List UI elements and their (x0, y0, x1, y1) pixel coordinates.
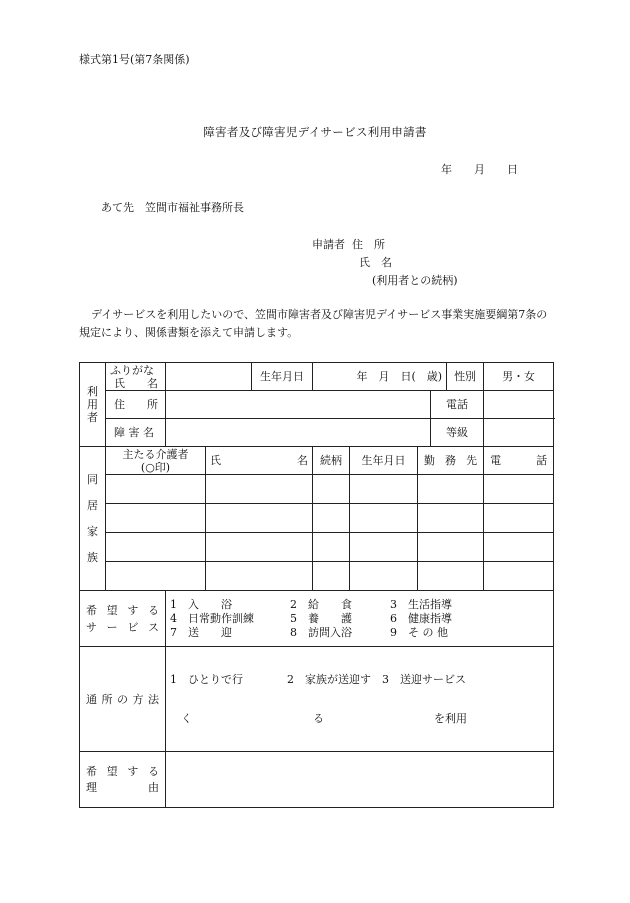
applicant-name-label: 氏 名 (359, 256, 392, 269)
family-phone-cell[interactable] (484, 562, 554, 591)
user-address-label: 住 所 (106, 391, 166, 419)
family-caregiver-cell[interactable] (106, 533, 206, 562)
user-row-disability (80, 419, 554, 447)
family-phone-char: 電 (490, 454, 502, 467)
form-number: 様式第1号(第7条関係) (79, 53, 190, 66)
family-relation-cell[interactable] (313, 504, 350, 533)
family-row (80, 504, 554, 533)
user-phone-label: 電話 (431, 391, 484, 419)
reason-label (80, 752, 166, 808)
service-option[interactable]: 8 訪問入浴 (290, 625, 352, 639)
caregiver-mark-label: (○印) (140, 460, 171, 474)
reason-field[interactable] (166, 752, 554, 808)
family-relation-cell[interactable] (313, 562, 350, 591)
caregiver-header (106, 447, 206, 475)
service-option[interactable]: 9 そ の 他 (390, 625, 448, 639)
family-name-header (206, 447, 313, 475)
family-phone-cell[interactable] (484, 504, 554, 533)
user-row-name (80, 363, 554, 391)
transport-line: 1 ひとりで行 2 家族が送迎す 3 送迎サービス (170, 673, 466, 686)
date-day: 日 (507, 163, 518, 176)
user-grade-label: 等級 (431, 419, 484, 447)
family-section-char: 族 (87, 550, 98, 564)
family-work-char: 勤 (424, 454, 435, 467)
family-section-label (80, 447, 106, 591)
service-option[interactable]: 3 生活指導 (390, 597, 452, 611)
user-section-char: 利 (87, 385, 98, 398)
family-relation-header: 続柄 (313, 447, 350, 475)
family-work-char: 務 (445, 454, 457, 467)
service-label-line: サ ー ビ ス (86, 620, 159, 634)
date-line (441, 161, 540, 177)
family-relation-cell[interactable] (313, 533, 350, 562)
user-section-char: 者 (87, 411, 98, 424)
family-name-char: 名 (297, 454, 308, 467)
family-caregiver-cell[interactable] (106, 475, 206, 504)
reason-label-char: 理 (86, 780, 97, 794)
applicant-label: 申請者 (312, 238, 345, 251)
family-phone-header (484, 447, 554, 475)
family-caregiver-cell[interactable] (106, 504, 206, 533)
family-phone-char: 話 (536, 454, 548, 467)
name-label: 氏 名 (114, 376, 158, 390)
transport-options[interactable] (166, 647, 554, 752)
family-birth-header: 生年月日 (350, 447, 418, 475)
application-form-table (79, 362, 554, 808)
transport-row (80, 647, 554, 752)
user-phone-field[interactable] (484, 391, 554, 419)
transport-label-text: 通所の方法 (86, 692, 159, 706)
family-relation-cell[interactable] (313, 475, 350, 504)
family-section-char: 同 (87, 472, 98, 486)
family-birth-cell[interactable] (350, 533, 418, 562)
user-birth-field[interactable]: 年 月 日( 歳) (313, 363, 447, 391)
family-work-header (418, 447, 484, 475)
user-section-label (80, 363, 106, 447)
family-row (80, 533, 554, 562)
applicant-block (312, 236, 458, 290)
family-name-cell[interactable] (206, 533, 313, 562)
user-row-address (80, 391, 554, 419)
family-name-char: 氏 (210, 454, 221, 467)
user-address-field[interactable] (166, 391, 431, 419)
family-birth-cell[interactable] (350, 504, 418, 533)
service-option[interactable]: 7 送 迎 (170, 625, 232, 639)
caregiver-label: 主たる介護者 (122, 447, 189, 461)
service-label (80, 591, 166, 647)
user-disability-field[interactable] (166, 419, 431, 447)
family-work-char: 先 (466, 454, 478, 467)
transport-label (80, 647, 166, 752)
service-option[interactable]: 4 日常動作訓練 (170, 611, 254, 625)
service-option[interactable]: 1 入 浴 (170, 597, 232, 611)
user-disability-label: 障 害 名 (106, 419, 166, 447)
furigana-name-label (106, 363, 166, 391)
addressee: あて先 笠間市福祉事務所長 (101, 201, 244, 214)
date-year: 年 (441, 163, 452, 176)
user-section-char: 用 (87, 398, 98, 411)
family-row (80, 562, 554, 591)
date-month: 月 (474, 163, 485, 176)
family-work-cell[interactable] (418, 475, 484, 504)
document-title: 障害者及び障害児デイサービス利用申請書 (203, 125, 427, 139)
service-options[interactable] (166, 591, 554, 647)
applicant-address-label: 住 所 (352, 238, 385, 251)
family-name-cell[interactable] (206, 504, 313, 533)
family-phone-cell[interactable] (484, 533, 554, 562)
family-row (80, 475, 554, 504)
user-sex-label: 性別 (447, 363, 484, 391)
applicant-relation-label: (利用者との続柄) (372, 274, 458, 287)
transport-line: く る を利用 (170, 712, 467, 725)
service-label-line: 希 望 す る (86, 603, 159, 617)
furigana-label: ふりがな (110, 363, 154, 377)
family-phone-cell[interactable] (484, 475, 554, 504)
family-work-cell[interactable] (418, 504, 484, 533)
family-header-row (80, 447, 554, 475)
family-work-cell[interactable] (418, 533, 484, 562)
family-section-char: 居 (87, 498, 98, 512)
reason-row (80, 752, 554, 808)
family-birth-cell[interactable] (350, 475, 418, 504)
family-section-char: 家 (87, 524, 98, 538)
family-caregiver-cell[interactable] (106, 562, 206, 591)
user-sex-field[interactable]: 男・女 (484, 363, 554, 391)
family-birth-cell[interactable] (350, 562, 418, 591)
service-option[interactable]: 6 健康指導 (390, 611, 452, 625)
family-work-cell[interactable] (418, 562, 484, 591)
user-grade-field[interactable] (484, 419, 554, 447)
user-birth-label: 生年月日 (252, 363, 313, 391)
family-name-cell[interactable] (206, 475, 313, 504)
application-statement: デイサービスを利用したいので、笠間市障害者及び障害児デイサービス事業実施要綱第7条の規定により、関係書類を添えて申請します。 (79, 308, 548, 339)
reason-label-line: 希 望 す る (86, 764, 159, 778)
service-option[interactable]: 2 給 食 (290, 597, 352, 611)
family-name-cell[interactable] (206, 562, 313, 591)
service-row (80, 591, 554, 647)
user-name-field[interactable] (166, 363, 252, 391)
service-option[interactable]: 5 養 護 (290, 611, 352, 625)
reason-label-char: 由 (148, 780, 159, 794)
